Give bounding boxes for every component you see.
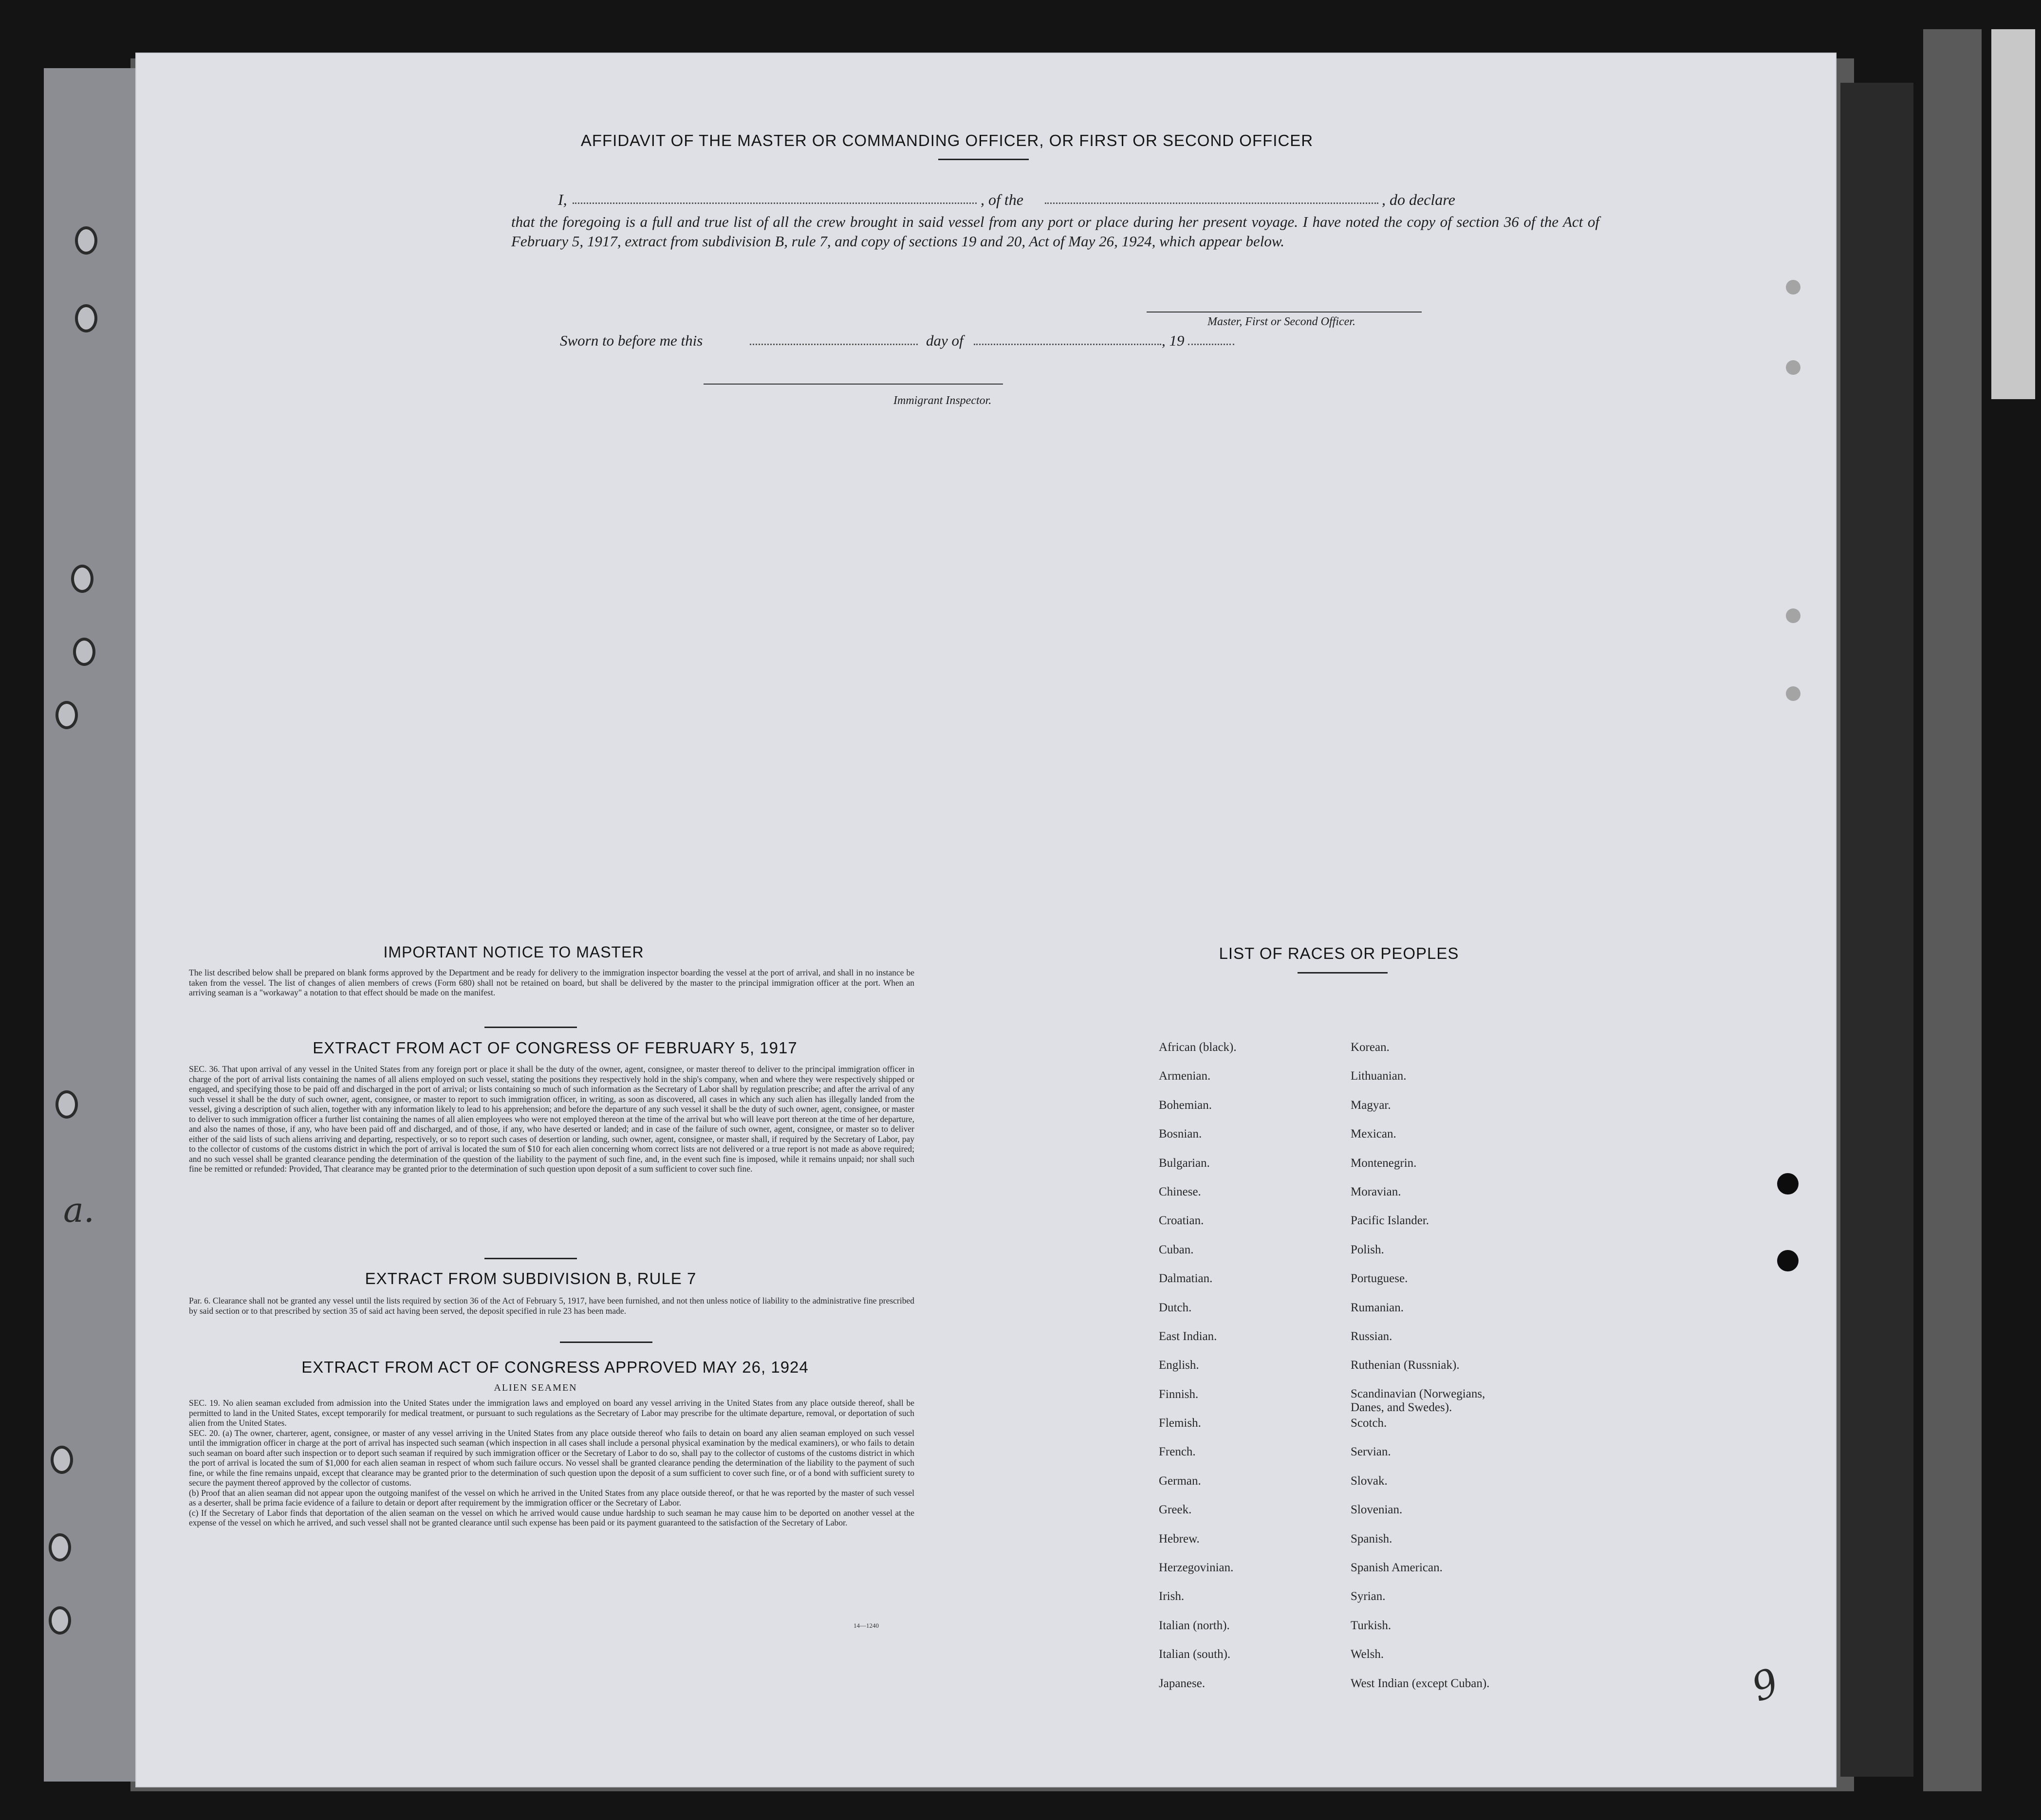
binder-hole bbox=[75, 304, 97, 332]
handwritten-margin-mark: a. bbox=[63, 1190, 94, 1230]
races-rule bbox=[1298, 972, 1388, 974]
binder-hole bbox=[56, 1090, 78, 1119]
race-item: Spanish American. bbox=[1351, 1561, 1443, 1575]
race-item: English. bbox=[1159, 1359, 1199, 1372]
inspector-signature-line[interactable] bbox=[704, 384, 1003, 385]
notice-body: The list described below shall be prepared on blank forms approved by the Department and be ready for delivery to the immigration inspector boarding the vessel at the port of arrival, and shall in no instance be taken from the vessel. The list of changes of alien members of crews (Form 680) shall not be retained on board, but shall be delivered by the master to the principal immigration officer at the port. When an arriving seaman is a "workaway" a notation to that effect should be made on the manifest. bbox=[189, 968, 914, 997]
sworn-year-field[interactable] bbox=[1188, 344, 1234, 345]
sworn-month-field[interactable] bbox=[974, 344, 1161, 345]
binder-hole bbox=[73, 638, 95, 666]
binder-hole bbox=[49, 1606, 71, 1635]
affidavit-title: AFFIDAVIT OF THE MASTER OR COMMANDING OFFICER, OR FIRST OR SECOND OFFICER bbox=[580, 131, 1314, 149]
section-20c: (c) If the Secretary of Labor finds that deportation of the alien seaman on the vessel on which he arrived would cause undue hardship to such seaman he may cause him to be deported on another vessel at the expense of the vessel on which he arrived, and such vessel shall not be granted clearance until such expense has been paid or its payment guaranteed to the satisfaction of the Secretary of Labor. bbox=[189, 1507, 914, 1527]
extract-1917-body: SEC. 36. That upon arrival of any vessel in the United States from any foreign port or place it shall be the duty of the owner, agent, consignee, or master thereof to deliver to the principal immigration officer in charge of the port of arrival lists containing the names of all aliens employed on such vessel, stating the positions they respectively hold in the ship's company, when and where they were respectively shipped or engaged, and specifying those to be paid off and discharged in the port of arrival; or lists containing so much of such information as the Secretary of Labor shall by regulation prescribe; and after the arrival of any such vessel it shall be the duty of such owner, agent, consignee, or master to report to such immigration officer, in writing, as soon as discovered, all cases in which any such alien has illegally landed from the vessel, giving a description of such alien, together with any information likely to lead to his apprehension; and before the departure of any such vessel it shall be the duty of such owner, agent, consignee, or master to deliver to such immigration officer a further list containing the names of all alien employees who were not employed thereon at the time of the arrival but who will leave port thereon at the time of her departure, and also the names of those, if any, who have been paid off and discharged, and of those, if any, who have deserted or landed; and in case of the failure of such owner, agent, consignee, or master so to deliver either of the said lists of such aliens arriving and departing, respectively, or so to report such cases of desertion or landing, such owner, agent, consignee, or master shall, if required by the Secretary of Labor, pay to the collector of customs of the customs district in which the port of arrival is located the sum of $10 for each alien concerning whom correct lists are not delivered or a true report is not made as above required; and no such vessel shall be granted clearance pending the determination of the question of the liability to the payment of such fine, and, in the event such fine is imposed, while it remains unpaid; nor shall such fine be remitted or refunded: Provided, That clearance may be granted prior to the determination of such question upon deposit of a sum sufficient to cover such fine. bbox=[189, 1064, 914, 1174]
binder-hole bbox=[75, 226, 97, 255]
extract-rule7-title: EXTRACT FROM SUBDIVISION B, RULE 7 bbox=[365, 1269, 697, 1287]
race-item: Bohemian. bbox=[1159, 1098, 1212, 1112]
race-item: Chinese. bbox=[1159, 1185, 1201, 1198]
race-item: Mexican. bbox=[1351, 1127, 1396, 1141]
race-item: West Indian (except Cuban). bbox=[1351, 1676, 1490, 1690]
punch-mark bbox=[1786, 608, 1800, 623]
race-item: Turkish. bbox=[1351, 1618, 1392, 1632]
race-item: Croatian. bbox=[1159, 1214, 1204, 1228]
extract-rule7-body: Par. 6. Clearance shall not be granted any vessel until the lists required by section 36 of the Act of February 5, 1917, have been furnished, and not then unless notice of liability to the administrative fine prescribed by said section or to that prescribed by section 35 of said act having been served, the deposit specified in rule 23 has been made. bbox=[189, 1296, 914, 1316]
race-item: Moravian. bbox=[1351, 1185, 1401, 1198]
master-signature-line[interactable] bbox=[1147, 312, 1422, 313]
race-item: Korean. bbox=[1351, 1041, 1390, 1054]
race-item: East Indian. bbox=[1159, 1329, 1217, 1343]
sworn-day-field[interactable] bbox=[750, 344, 918, 345]
master-signature-label: Master, First or Second Officer. bbox=[1207, 315, 1355, 328]
race-item: Magyar. bbox=[1351, 1098, 1391, 1112]
punch-mark bbox=[1786, 280, 1800, 294]
sworn-day-of: day of bbox=[926, 332, 964, 349]
race-item: French. bbox=[1159, 1445, 1196, 1459]
title-rule bbox=[938, 159, 1029, 160]
affidavit-declaration-line bbox=[558, 191, 1600, 212]
race-item: Hebrew. bbox=[1159, 1532, 1200, 1545]
section-20a: SEC. 20. (a) The owner, charterer, agent, consignee, or master of any vessel arriving in the United States from any place outside thereof who fails to detain on board any alien seaman employed on such vessel until the immigration officer in charge at the port of arrival has inspected such seaman (which inspection in all cases shall include a personal physical examination by the medical examiners), or who fails to detain such seaman on board after such inspection or to deport such seaman if required by such immigration officer or the Secretary of Labor to do so, shall pay to the collector of customs of the customs district in which the port of arrival is located the sum of $1,000 for each alien seaman in respect of whom such failure occurs. No vessel shall be granted clearance pending the determination of the liability to the payment of such fine, or while the fine remains unpaid, except that clearance may be granted prior to the determination of such question upon the deposit of a sum sufficient to cover such fine, or of a bond with sufficient surety to secure the payment thereof approved by the collector of customs. bbox=[189, 1428, 914, 1488]
extract-1917-rule bbox=[484, 1258, 577, 1259]
sworn-year: , 19 bbox=[1162, 332, 1185, 349]
sworn-prefix: Sworn to before me this bbox=[560, 332, 703, 349]
race-item: Finnish. bbox=[1159, 1387, 1199, 1401]
race-item: Lithuanian. bbox=[1351, 1069, 1407, 1083]
race-item: Armenian. bbox=[1159, 1069, 1211, 1083]
backing-sheet-edge bbox=[1923, 29, 1982, 1791]
race-item: Portuguese. bbox=[1351, 1272, 1408, 1286]
race-item: Slovenian. bbox=[1351, 1503, 1403, 1517]
race-item: Servian. bbox=[1351, 1445, 1391, 1459]
race-item: Ruthenian (Russniak). bbox=[1351, 1359, 1460, 1372]
race-item: Rumanian. bbox=[1351, 1301, 1404, 1314]
binder-hole bbox=[49, 1533, 71, 1562]
race-item: Flemish. bbox=[1159, 1416, 1201, 1430]
punch-mark bbox=[1786, 360, 1800, 375]
binder-hole bbox=[71, 565, 93, 593]
race-item: Montenegrin. bbox=[1351, 1156, 1417, 1170]
race-item: Bosnian. bbox=[1159, 1127, 1202, 1141]
page-stack-edge bbox=[1840, 83, 1913, 1777]
binder-strip bbox=[44, 68, 141, 1782]
officer-name-field[interactable] bbox=[573, 202, 977, 204]
race-item: African (black). bbox=[1159, 1041, 1237, 1054]
race-item: Italian (south). bbox=[1159, 1648, 1231, 1661]
vessel-name-field[interactable] bbox=[1045, 202, 1378, 204]
notice-title: IMPORTANT NOTICE TO MASTER bbox=[383, 943, 644, 961]
race-item: German. bbox=[1159, 1474, 1201, 1488]
race-item: Bulgarian. bbox=[1159, 1156, 1210, 1170]
inspector-label: Immigrant Inspector. bbox=[893, 394, 992, 407]
race-item: Welsh. bbox=[1351, 1648, 1384, 1661]
sworn-line bbox=[560, 332, 1242, 353]
race-item: Dalmatian. bbox=[1159, 1272, 1213, 1286]
race-item: Scotch. bbox=[1351, 1416, 1387, 1430]
race-item: Scandinavian (Norwegians, Danes, and Swedes). bbox=[1351, 1387, 1485, 1414]
form-page bbox=[63, 54, 1836, 1786]
declaration-of-the: , of the bbox=[981, 191, 1023, 208]
race-item: Irish. bbox=[1159, 1590, 1185, 1603]
race-item: Greek. bbox=[1159, 1503, 1192, 1517]
race-item: Cuban. bbox=[1159, 1243, 1194, 1256]
affidavit-body: that the foregoing is a full and true list of all the crew brought in said vessel from any port or place during her present voyage. I have noted the copy of section 36 of the Act of February 5, 1917, extract from subdivision B, rule 7, and copy of sections 19 and 20, Act of May 26, 1924, which appear below. bbox=[511, 213, 1599, 250]
binder-hole bbox=[56, 701, 78, 729]
extract-1924-title: EXTRACT FROM ACT OF CONGRESS APPROVED MAY 26, 1924 bbox=[301, 1358, 809, 1376]
adjacent-page-edge bbox=[1991, 29, 2035, 399]
declaration-do-declare: , do declare bbox=[1382, 191, 1455, 208]
handwritten-page-mark: 9 bbox=[1745, 1659, 1785, 1710]
races-left-column bbox=[1159, 1040, 1237, 1705]
race-item: Russian. bbox=[1351, 1329, 1392, 1343]
race-item: Italian (north). bbox=[1159, 1618, 1230, 1632]
race-item: Syrian. bbox=[1351, 1590, 1386, 1603]
race-item: Polish. bbox=[1351, 1243, 1384, 1256]
races-title: LIST OF RACES OR PEOPLES bbox=[1219, 944, 1459, 962]
races-right-column bbox=[1351, 1040, 1516, 1705]
race-item: Japanese. bbox=[1159, 1676, 1206, 1690]
notice-rule bbox=[484, 1027, 577, 1028]
alien-seamen-subtitle: ALIEN SEAMEN bbox=[494, 1382, 577, 1393]
section-20b: (b) Proof that an alien seaman did not appear upon the outgoing manifest of the vessel on which he arrived in the United States from any place outside thereof, or that he was reported by the master of such vessel as a deserter, shall be prima facie evidence of a failure to detain or deport after requirement by the immigration officer or the Secretary of Labor. bbox=[189, 1488, 914, 1507]
race-item: Dutch. bbox=[1159, 1301, 1192, 1314]
race-item: Spanish. bbox=[1351, 1532, 1392, 1545]
race-item: Herzegovinian. bbox=[1159, 1561, 1234, 1575]
race-item: Pacific Islander. bbox=[1351, 1214, 1429, 1228]
binder-hole bbox=[51, 1446, 73, 1474]
section-19: SEC. 19. No alien seaman excluded from admission into the United States under the immigration laws and employed on board any vessel arriving in the United States from any place outside thereof, shall be permitted to land in the United States, except temporarily for medical treatment, or pursuant to such regulations as the Secretary of Labor may prescribe for the ultimate departure, removal, or deportation of such alien from the United States. bbox=[189, 1398, 914, 1428]
extract-rule7-rule bbox=[560, 1342, 652, 1343]
declaration-i: I, bbox=[558, 191, 567, 208]
punch-hole bbox=[1777, 1250, 1799, 1271]
extract-1924-body bbox=[189, 1398, 914, 1528]
punch-hole bbox=[1777, 1173, 1799, 1195]
extract-1917-title: EXTRACT FROM ACT OF CONGRESS OF FEBRUARY 5, 1917 bbox=[313, 1039, 798, 1057]
form-number: 14—1240 bbox=[854, 1622, 879, 1629]
race-item: Slovak. bbox=[1351, 1474, 1388, 1488]
punch-mark bbox=[1786, 686, 1800, 701]
